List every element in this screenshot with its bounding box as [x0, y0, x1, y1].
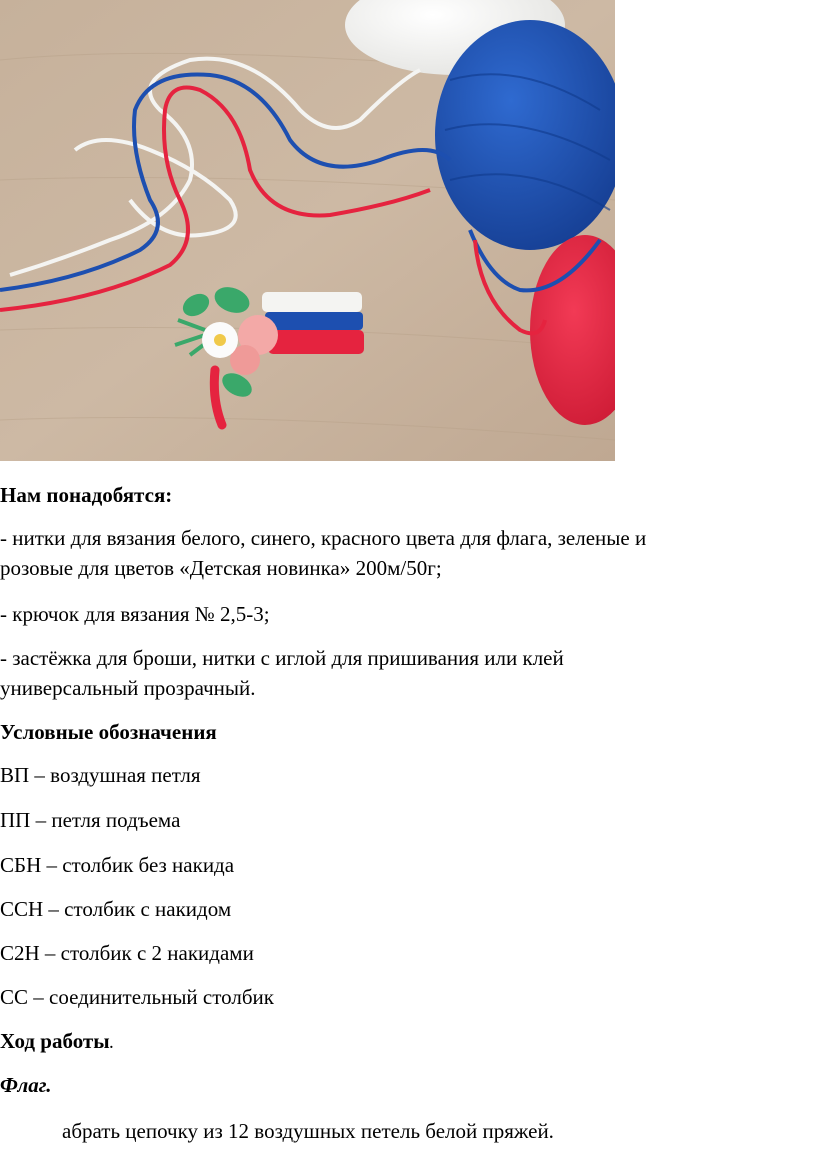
legend-item: СС – соединительный столбик [0, 985, 274, 1009]
legend-item: С2Н – столбик с 2 накидами [0, 941, 254, 965]
work-heading-line [0, 1027, 113, 1059]
work-heading: Ход работы [0, 1029, 110, 1053]
materials-item-hook: - крючок для вязания № 2,5-3; [0, 602, 270, 626]
work-step-1: абрать цепочку из 12 воздушных петель белой пряжей. [62, 1119, 554, 1143]
crochet-flag [262, 292, 364, 354]
legend-heading: Условные обозначения [0, 720, 217, 744]
materials-item-yarn-line1: - нитки для вязания белого, синего, красного цвета для флага, зеленые и [0, 526, 647, 550]
legend-item: ССН – столбик с накидом [0, 897, 232, 921]
materials-item-clasp-line2: универсальный прозрачный. [0, 676, 256, 700]
materials-item-yarn-line2: розовые для цветов «Детская новинка» 200м/50г; [0, 556, 442, 580]
legend-item: ПП – петля подъема [0, 808, 181, 832]
yarn-brooch-photo [0, 0, 615, 461]
legend-item: ВП – воздушная петля [0, 763, 201, 787]
legend-item: СБН – столбик без накида [0, 853, 235, 877]
materials-item-clasp-line1: - застёжка для броши, нитки с иглой для пришивания или клей [0, 646, 564, 670]
work-heading-dot: . [109, 1037, 114, 1052]
materials-heading: Нам понадобятся: [0, 483, 173, 507]
flag-subheading: Флаг. [0, 1073, 52, 1097]
